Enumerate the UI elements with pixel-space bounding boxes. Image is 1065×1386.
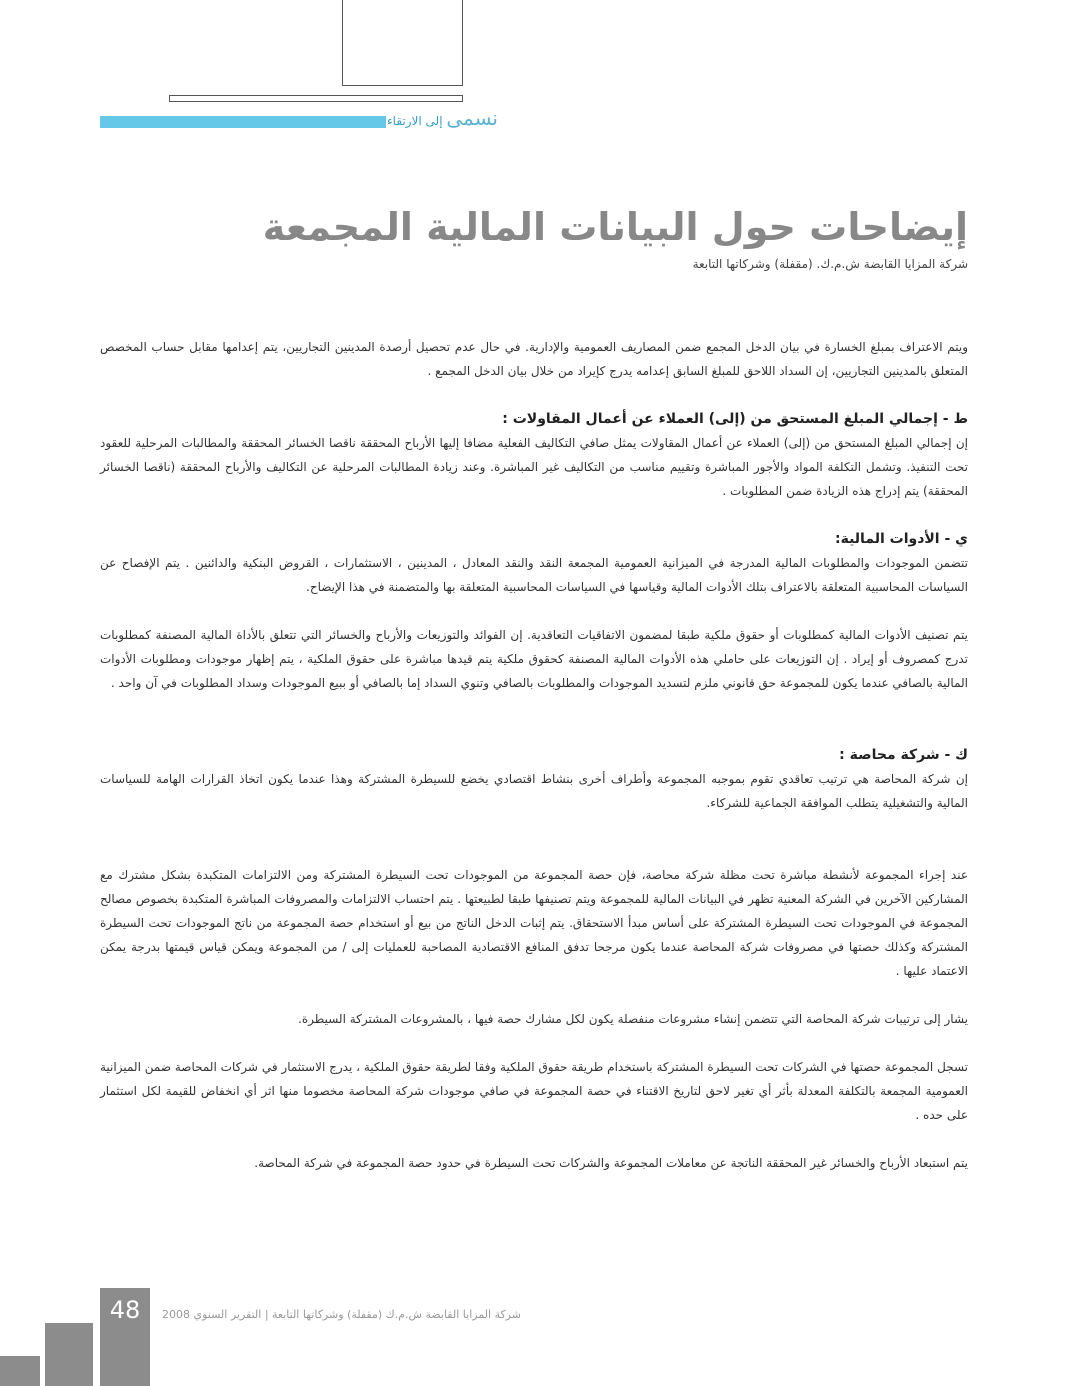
paragraph: تتضمن الموجودات والمطلوبات المالية المدرجة في الميزانية العمومية المجمعة النقد والنقد المعادل ، المدينين ، الاستثمارات ، القروض البنكية والدائنين . يتم الإفصاح عن السياسات المحاسبية المتعلقة بالاعتراف بتلك الأدوات المالية وقياسها في السياسات المحاسبية المتعلقة بها والمتضمنة في هذا الإيضاح. <box>100 556 968 594</box>
paragraph: عند إجراء المجموعة لأنشطة مباشرة تحت مظلة شركة محاصة، فإن حصة المجموعة من الموجودات تحت السيطرة المشتركة ومن الالتزامات المتكبدة بشكل مشترك مع المشاركين الآخرين في الشركة المعنية تظهر في البيانات المالية للمجموعة ويتم تصنيفها طبقا لطبيعتها . يتم احتساب الالتزامات والمصروفات المباشرة المتكبدة بخصوص مصالح المجموعة في الموجودات تحت السيطرة المشتركة على أساس مبدأ الاستحقاق. يتم إثبات الدخل الناتج من بيع أو استخدام حصة المجموعة من ناتج الموجودات تحت السيطرة المشتركة وكذلك حصتها في مصروفات شركة المحاصة عندما يكون مرجحا تدفق المنافع الاقتصادية المصاحبة للعمليات إلى / من المجموعة ويمكن قياس قيمتها بدرجة يمكن الاعتماد عليها . <box>100 868 968 978</box>
paragraph: إن إجمالي المبلغ المستحق من (إلى) العملاء عن أعمال المقاولات يمثل صافي التكاليف الفعلية مضافا إليها الأرباح المحققة ناقصا الخسائر المحققة والمطالبات المرحلية للعقود تحت التنفيذ. وتشمل التكلفة المواد والأجور المباشرة وتقييم مناسب من التكاليف غير المباشرة. وعند زيادة المطالبات المرحلية عن التكاليف والأرباح المحققة (ناقصا الخسائر المحققة) يتم إدراج هذه الزيادة ضمن المطلوبات . <box>100 436 968 498</box>
paragraph: يتم استبعاد الأرباح والخسائر غير المحققة الناتجة عن معاملات المجموعة والشركات تحت السيطرة في حدود حصة المجموعة في شركة المحاصة. <box>254 1156 968 1170</box>
tagline-mid: إلى <box>425 114 443 128</box>
paragraph: ويتم الاعتراف بمبلغ الخسارة في بيان الدخل المجمع ضمن المصاريف العمومية والإدارية. في حال عدم تحصيل أرصدة المدينين التجاريين، يتم إعدامها مقابل حساب المخصص المتعلق بالمدينين التجاريين، إن السداد اللاحق للمبلغ السابق إعدامه يدرج كإيراد من خلال بيان الدخل المجمع . <box>100 340 968 378</box>
page-number: 48 <box>109 1296 141 1324</box>
paragraph: يتم تصنيف الأدوات المالية كمطلوبات أو حقوق ملكية طبقا لمضمون الاتفاقيات التعاقدية. إن الفوائد والتوزيعات والأرباح والخسائر التي تتعلق بالأداة المالية المصنفة كمطلوبات تدرج كمصروف أو إيراد . إن التوزيعات على حاملي هذه الأدوات المالية المصنفة كحقوق ملكية يتم قيدها مباشرة على حقوق الملكية ، يتم إظهار موجودات ومطلوبات الأدوات المالية بالصافي عندما يكون للمجموعة حق قانوني ملزم لتسديد الموجودات والمطلوبات بالصافي وتنوي السداد إما بالصافي أو ببيع الموجودات وسداد المطلوبات في آن واحد . <box>100 628 968 690</box>
footer-text: شركة المزايا القابضة ش.م.ك (مقفلة) وشركاتها التابعة | التقرير السنوي 2008 <box>162 1308 521 1321</box>
paragraph: تسجل المجموعة حصتها في الشركات تحت السيطرة المشتركة باستخدام طريقة حقوق الملكية وفقا لطريقة حقوق الملكية ، يدرج الاستثمار في شركات المحاصة ضمن الميزانية العمومية المجمعة بالتكلفة المعدلة بأثر أي تغير لاحق لتاريخ الاقتناء في حصة المجموعة في صافي موجودات شركة المحاصة مخصوما منها اثر أي انخفاض للقيمة لكل استثمار على حده . <box>100 1060 968 1122</box>
header-band <box>100 116 386 128</box>
footer-block <box>0 1356 40 1386</box>
decorative-frame-box <box>342 0 463 86</box>
paragraph: يشار إلى ترتيبات شركة المحاصة التي تتضمن إنشاء مشروعات منفصلة يكون لكل مشارك حصة فيها ، بالمشروعات المشتركة السيطرة. <box>298 1012 968 1026</box>
section-heading-taa: ط - إجمالي المبلغ المستحق من (إلى) العملاء عن أعمال المقاولات : <box>502 411 968 427</box>
footer-block <box>45 1323 93 1386</box>
section-heading-kaf: ك - شركة محاصة : <box>839 747 968 763</box>
document-body <box>100 335 968 1175</box>
tagline-big: نسمى <box>446 106 498 130</box>
header-tagline <box>388 106 498 132</box>
section-heading-yaa: ي - الأدوات المالية: <box>835 531 968 547</box>
page-title: إيضاحات حول البيانات المالية المجمعة <box>262 205 968 249</box>
decorative-frame-bar <box>169 95 463 102</box>
page-subtitle: شركة المزايا القابضة ش.م.ك. (مقفلة) وشركاتها التابعة <box>692 257 968 271</box>
tagline-end: الارتقاء <box>387 114 422 128</box>
paragraph: إن شركة المحاصة هي ترتيب تعاقدي تقوم بموجبه المجموعة وأطراف أخرى بنشاط اقتصادي يخضع للسيطرة المشتركة وهذا عندما يكون اتخاذ القرارات الهامة للسياسات المالية والتشغيلية يتطلب الموافقة الجماعية للشركاء. <box>100 772 968 810</box>
